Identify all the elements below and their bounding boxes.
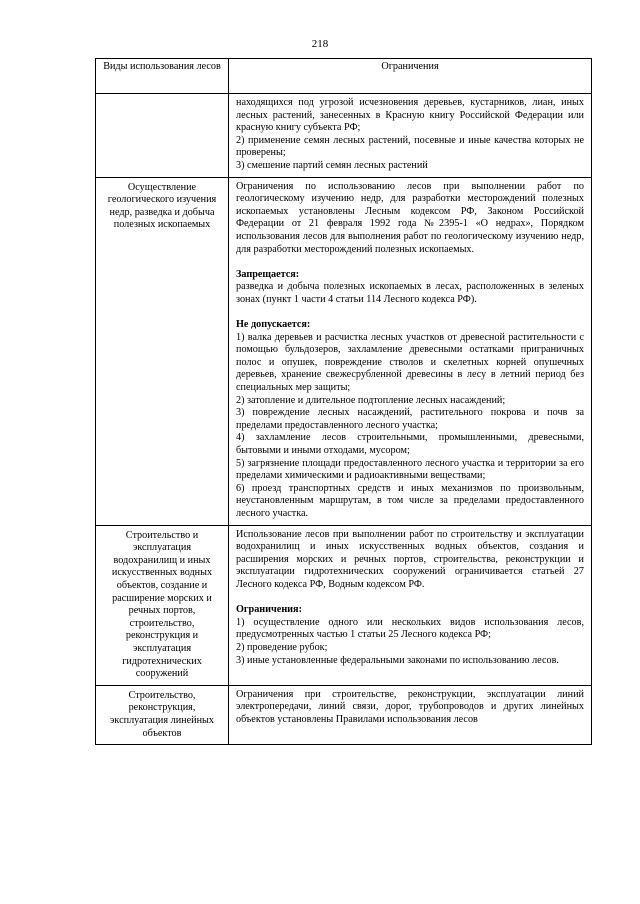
restrictions-table <box>95 58 592 745</box>
list-item: 6) проезд транспортных средств и иных механизмов по произвольным, неустановленным маршрутам, в том числе за пределами предоставленного лесного участка. <box>236 482 584 519</box>
restrictions-cell <box>229 94 592 178</box>
list-item: 5) загрязнение площади предоставленного лесного участка и территории за его пределами химическими и радиоактивными веществами; <box>236 457 584 482</box>
use-type-cell: Строительство и эксплуатация водохранилищ и иных искусственных водных объектов, создание и расширение морских и речных портов, строительство, реконструкция и эксплуатация гидротехнических сооружений <box>96 525 229 685</box>
restrictions-cell <box>229 685 592 744</box>
paragraph: 2) применение семян лесных растений, посевные и иные качества которых не проверены; <box>236 134 584 159</box>
use-type-cell <box>96 94 229 178</box>
limits-heading: Ограничения: <box>236 604 302 616</box>
list-item: 3) повреждение лесных насаждений, растительного покрова и почв за пределами предоставленного лесного участка; <box>236 407 584 431</box>
table-row <box>96 94 592 178</box>
prohibited-text: разведка и добыча полезных ископаемых в лесах, расположенных в зеленых зонах (пункт 1 части 4 статьи 114 Лесного кодекса РФ). <box>236 281 584 305</box>
table-row <box>96 685 592 744</box>
spacer <box>236 256 584 269</box>
intro-paragraph: Ограничения при строительстве, реконструкции, эксплуатации линий электропередачи, линий связи, дорог, трубопроводов и других линейных объектов установлены Правилами использования лесов <box>236 688 584 725</box>
restrictions-cell <box>229 525 592 685</box>
list-item: 2) проведение рубок; <box>236 641 328 653</box>
list-item: 4) захламление лесов строительными, промышленными, древесными, бытовыми и иными отходами, мусором; <box>236 432 584 457</box>
list-item: 1) валка деревьев и расчистка лесных участков от древесной растительности с помощью бульдозеров, захламление древесными остатками приграничных полос и опушек, повреждение стволов и скелетных корней опушечных деревьев, хранение свежесрубленной древесины в лесу в летний период без специальных мер защиты; <box>236 331 584 394</box>
header-forest-use-types: Виды использования лесов <box>96 59 229 94</box>
spacer <box>236 592 584 605</box>
not-allowed-heading: Не допускается: <box>236 319 311 331</box>
restrictions-cell <box>229 177 592 525</box>
table-row <box>96 177 592 525</box>
list-item: 3) иные установленные федеральными законами по использованию лесов. <box>236 654 559 666</box>
list-item: 1) осуществление одного или нескольких видов использования лесов, предусмотренных частью 1 статьи 25 Лесного кодекса РФ; <box>236 616 584 641</box>
page-number: 218 <box>311 38 329 50</box>
paragraph: 3) смешение партий семян лесных растений <box>236 159 428 171</box>
intro-paragraph: Ограничения по использованию лесов при выполнении работ по геологическому изучению недр, для разработки месторождений полезных ископаемых установлены Лесным кодексом РФ, Законом Российской Федерации от 21 февраля 1992 года №2395-1 «О недрах», Порядком использования лесов для выполнения работ по геологическому изучению недр, для разработки месторождений полезных ископаемых. <box>236 180 584 255</box>
list-item: 2) затопление и длительное подтопление лесных насаждений; <box>236 394 506 406</box>
intro-paragraph: Использование лесов при выполнении работ по строительству и эксплуатации водохранилищ и иных искусственных водных объектов, создания и расширения морских и речных портов, строительства, реконструкции и эксплуатации гидротехнических сооружений ограничивается статьей 27 Лесного кодекса РФ, Водным кодексом РФ. <box>236 528 584 590</box>
paragraph: находящихся под угрозой исчезновения деревьев, кустарников, лиан, иных лесных растений, занесенных в Красную книгу Российской Федерации или красную книгу субъекта РФ; <box>236 97 584 134</box>
prohibited-heading: Запрещается: <box>236 268 300 280</box>
use-type-cell: Осуществление геологического изучения недр, разведка и добыча полезных ископаемых <box>96 177 229 525</box>
table-row <box>96 525 592 685</box>
table-header-row <box>96 59 592 94</box>
spacer <box>236 307 584 320</box>
header-restrictions: Ограничения <box>229 59 592 94</box>
use-type-cell: Строительство, реконструкция, эксплуатация линейных объектов <box>96 685 229 744</box>
